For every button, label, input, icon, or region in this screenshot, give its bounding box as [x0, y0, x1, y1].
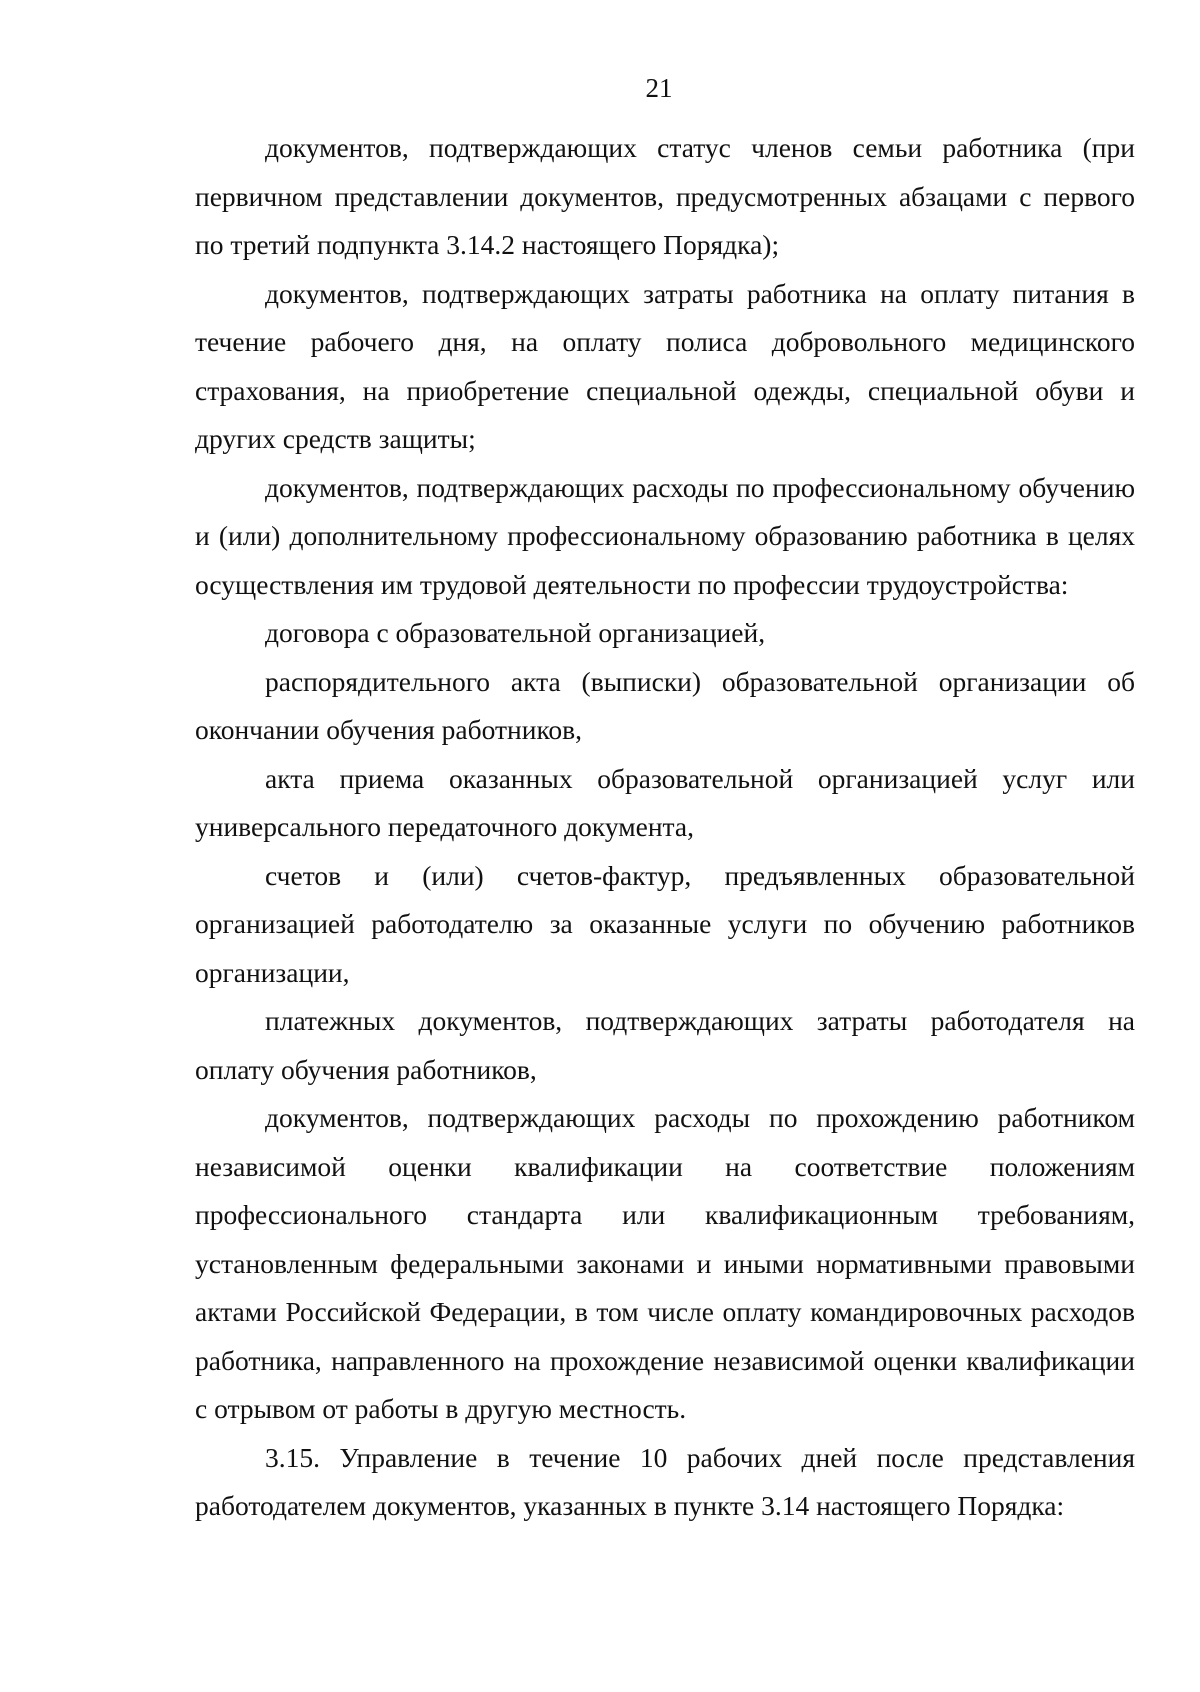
paragraph-invoices: счетов и (или) счетов-фактур, предъявленных образовательной организацией работодателю за оказанные услуги по обучению работников организации,	[195, 859, 1135, 988]
paragraph-qualification-assessment-documents: документов, подтверждающих расходы по прохождению работником независимой оценки квалификации на соответствие положениям профессионального стандарта или квалификационным требованиям, установленным федеральными законами и иными нормативными правовыми актами Российской Федерации, в том числе оплату командировочных расходов работника, направленного на прохождение независимой оценки квалификации с отрывом от работы в другую местность.	[195, 1102, 1135, 1424]
paragraph-section-3-15: 3.15. Управление в течение 10 рабочих дней после представления работодателем документов, указанных в пункте 3.14 настоящего Порядка:	[195, 1441, 1135, 1521]
paragraph-family-status-documents: документов, подтверждающих статус членов семьи работника (при первичном представлении документов, предусмотренных абзацами с первого по третий подпункта 3.14.2 настоящего Порядка);	[195, 132, 1135, 260]
paragraph-training-expenses-documents: документов, подтверждающих расходы по профессиональному обучению и (или) дополнительному профессиональному образованию работника в целях осуществления им трудовой деятельности по профессии трудоустройства:	[195, 471, 1135, 600]
page-number: 21	[645, 73, 673, 103]
paragraph-worker-expenses-documents: документов, подтверждающих затраты работника на оплату питания в течение рабочего дня, на оплату полиса добровольного медицинского страхования, на приобретение специальной одежды, специальной обуви и других средств защиты;	[195, 277, 1135, 454]
document-body	[195, 124, 1135, 1531]
paragraph-education-contract: договора с образовательной организацией,	[265, 617, 766, 648]
paragraph-payment-documents: платежных документов, подтверждающих затраты работодателя на оплату обучения работников,	[195, 1005, 1135, 1085]
paragraph-acceptance-act: акта приема оказанных образовательной организацией услуг или универсального передаточного документа,	[195, 762, 1135, 842]
paragraph-administrative-act: распорядительного акта (выписки) образовательной организации об окончании обучения работников,	[195, 665, 1135, 745]
